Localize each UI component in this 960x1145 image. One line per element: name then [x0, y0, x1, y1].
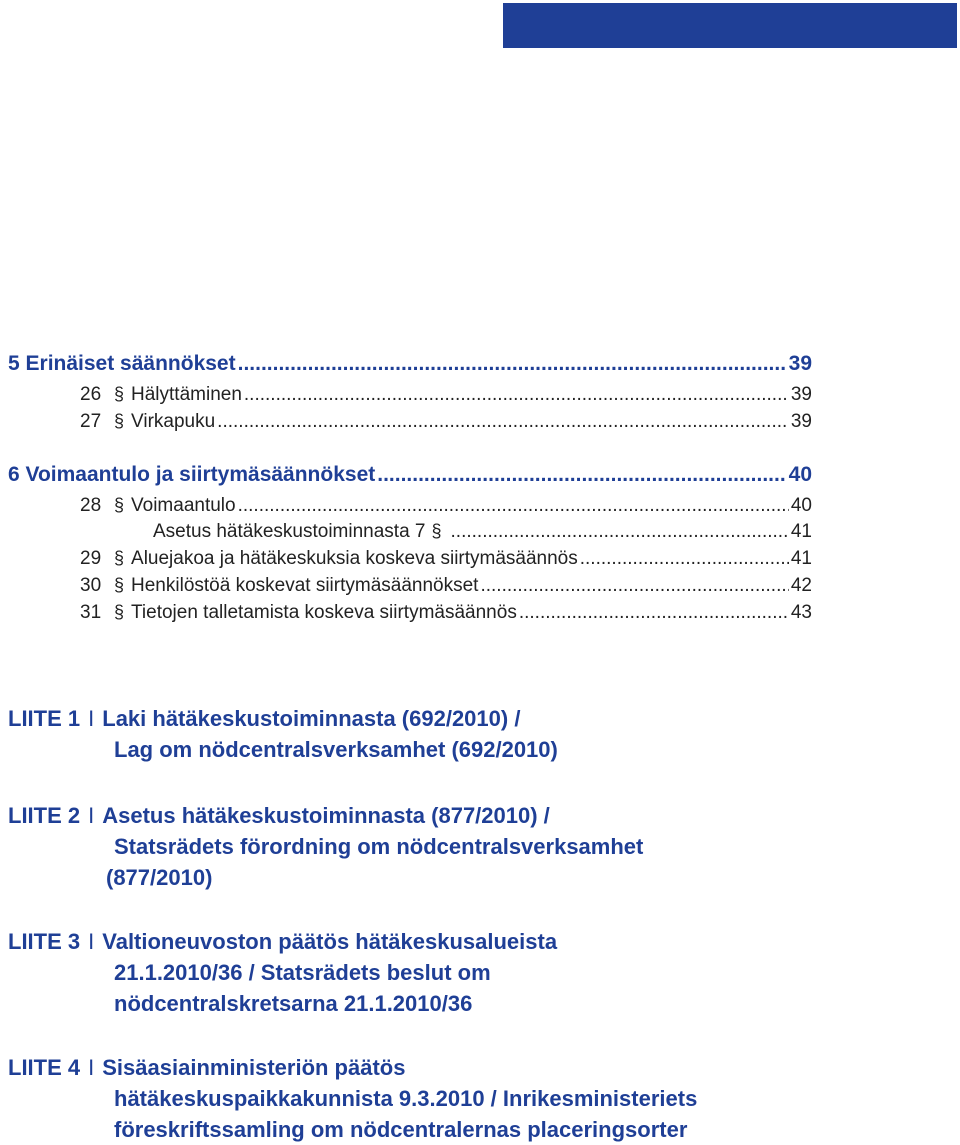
appendix-separator: I [88, 1055, 95, 1080]
chapter-title: 6 Voimaantulo ja siirtymäsäännökset [8, 463, 376, 486]
section-sign-icon: § [114, 575, 125, 595]
appendix-separator: I [88, 803, 95, 828]
entry-title: Asetus hätäkeskustoiminnasta 7 [153, 521, 426, 542]
dot-leader [238, 495, 789, 517]
entry-title: Henkilöstöä koskevat siirtymäsäännökset [131, 575, 479, 596]
appendix-line: hätäkeskuspaikkakunnista 9.3.2010 / Inrikesministeriets [114, 1086, 698, 1111]
toc-entry[interactable] [80, 384, 812, 406]
appendix-label: LIITE 1 [8, 706, 81, 731]
toc-chapter-5[interactable] [8, 352, 812, 376]
section-sign-icon: § [114, 384, 125, 404]
appendix-separator: I [88, 929, 95, 954]
section-sign-icon: § [114, 495, 125, 515]
dot-leader [580, 548, 789, 570]
appendix-label: LIITE 3 [8, 929, 81, 954]
entry-page: 40 [790, 495, 812, 516]
entry-title: Virkapuku [131, 411, 216, 432]
dot-leader [377, 463, 786, 487]
section-sign-icon: § [114, 411, 125, 431]
toc-entry[interactable] [80, 548, 812, 570]
appendix-label: LIITE 2 [8, 803, 81, 828]
chapter-title: 5 Erinäiset säännökset [8, 352, 236, 375]
entry-title: Voimaantulo [131, 495, 236, 516]
header-color-block [503, 3, 957, 48]
entry-page: 39 [790, 384, 812, 405]
appendix-line: Valtioneuvoston päätös hätäkeskusalueista [102, 929, 558, 954]
toc-entry[interactable] [80, 495, 812, 517]
entry-page: 42 [790, 575, 812, 596]
section-sign-icon: § [431, 521, 442, 541]
appendix-1[interactable] [8, 703, 558, 765]
dot-leader [238, 352, 787, 376]
dot-leader [217, 411, 789, 433]
appendix-line: Sisäasiainministeriön päätös [102, 1055, 406, 1080]
section-number: 28 [80, 495, 102, 516]
appendix-line: Lag om nödcentralsverksamhet (692/2010) [114, 737, 558, 762]
appendix-line: (877/2010) [106, 865, 213, 890]
entry-page: 41 [790, 521, 812, 542]
dot-leader [519, 602, 789, 624]
entry-page: 43 [790, 602, 812, 623]
appendix-line: föreskriftssamling om nödcentralernas placeringsorter [114, 1117, 688, 1142]
appendix-line: nödcentralskretsarna 21.1.2010/36 [114, 991, 473, 1016]
toc-chapter-6[interactable] [8, 463, 812, 487]
section-number: 31 [80, 602, 102, 623]
dot-leader [244, 384, 789, 406]
section-number: 29 [80, 548, 102, 569]
appendix-4[interactable] [8, 1052, 697, 1145]
section-number: 27 [80, 411, 102, 432]
entry-page: 41 [790, 548, 812, 569]
toc-entry[interactable] [80, 602, 812, 624]
appendix-2[interactable] [8, 800, 643, 893]
dot-leader [480, 575, 788, 597]
entry-title: Tietojen talletamista koskeva siirtymäsäännös [131, 602, 517, 623]
toc-entry[interactable] [80, 411, 812, 433]
section-sign-icon: § [114, 602, 125, 622]
entry-title: Aluejakoa ja hätäkeskuksia koskeva siirtymäsäännös [131, 548, 578, 569]
section-sign-icon: § [114, 548, 125, 568]
toc-entry[interactable] [80, 575, 812, 597]
section-number: 30 [80, 575, 102, 596]
entry-title: Hälyttäminen [131, 384, 242, 405]
appendix-label: LIITE 4 [8, 1055, 81, 1080]
toc-entry[interactable] [153, 521, 812, 543]
appendix-line: Statsrädets förordning om nödcentralsverksamhet [114, 834, 644, 859]
appendix-separator: I [88, 706, 95, 731]
dot-leader [451, 521, 789, 543]
appendix-line: Asetus hätäkeskustoiminnasta (877/2010) / [102, 803, 550, 828]
appendix-line: Laki hätäkeskustoiminnasta (692/2010) / [102, 706, 521, 731]
entry-page: 39 [790, 411, 812, 432]
appendix-line: 21.1.2010/36 / Statsrädets beslut om [114, 960, 491, 985]
chapter-page: 40 [788, 463, 812, 486]
section-number: 26 [80, 384, 102, 405]
chapter-page: 39 [788, 352, 812, 375]
appendix-3[interactable] [8, 926, 557, 1019]
